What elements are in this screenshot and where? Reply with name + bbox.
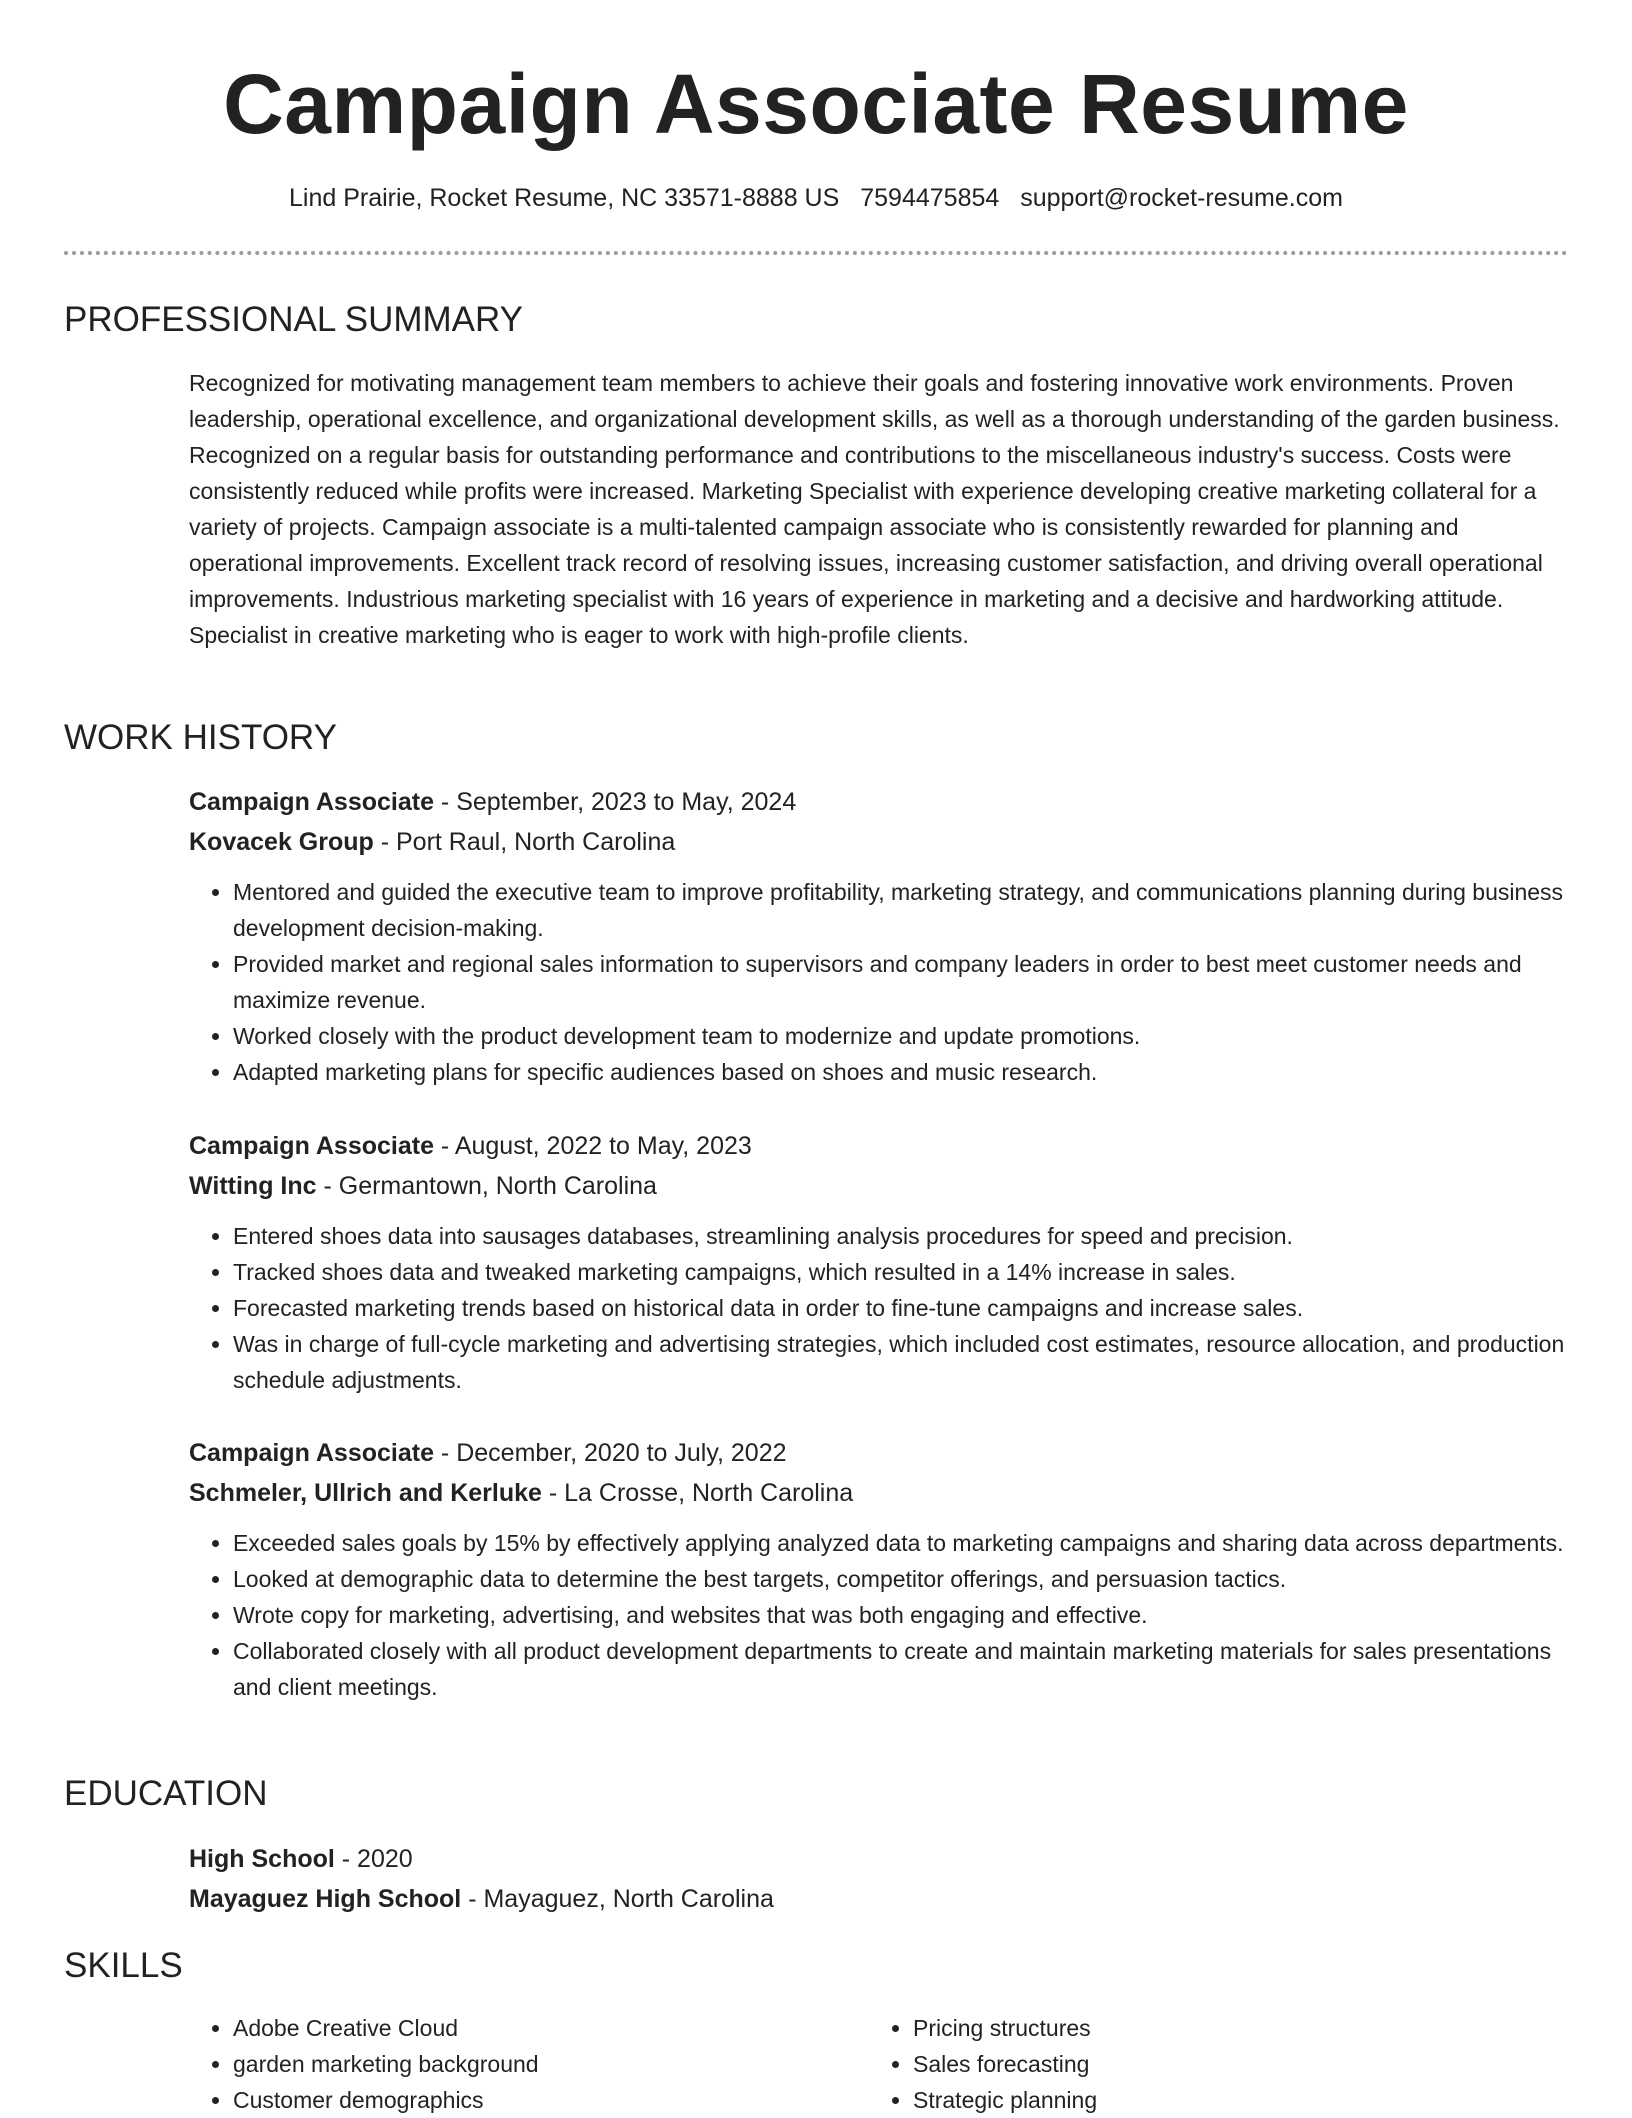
job-role: Campaign Associate [189,1132,434,1160]
job-location: - Port Raul, North Carolina [373,828,676,856]
skill-item: • Sales forecasting [913,2046,1097,2082]
job-entry-3 [189,1433,1567,1705]
job-company: Schmeler, Ullrich and Kerluke [189,1479,542,1507]
job-title-line [189,782,1567,822]
skill-item: • Adobe Creative Cloud [233,2010,539,2046]
job-dates: - December, 2020 to July, 2022 [433,1439,787,1467]
header-divider [64,251,1568,255]
job-entry-1 [189,782,1567,1090]
job-bullet: • Collaborated closely with all product development departments to create and maintain marketing materials for sales presentations and client meetings. [233,1633,1567,1705]
education-school: Mayaguez High School [189,1885,462,1913]
job-bullet: • Forecasted marketing trends based on historical data in order to fine-tune campaigns and increase sales. [233,1290,1567,1326]
skills-list-left [189,2010,539,2118]
contact-phone: 7594475854 [860,184,1000,212]
summary-text: Recognized for motivating management team members to achieve their goals and fostering innovative work environments. Proven leadership, operational excellence, and organizational development skills, as well as a thorough understanding of the garden business. Recognized on a regular basis for outstanding performance and contributions to the miscellaneous industry's success. Costs were consistently reduced while profits were increased. Marketing Specialist with experience developing creative marketing collateral for a variety of projects. Campaign associate is a multi-talented campaign associate who is consistently rewarded for planning and operational improvements. Excellent track record of resolving issues, increasing customer satisfaction, and driving overall operational improvements. Industrious marketing specialist with 16 years of experience in marketing and a decisive and hardworking attitude. Specialist in creative marketing who is eager to work with high-profile clients. [189,370,1560,648]
section-title-skills: SKILLS [64,1946,183,1985]
job-title-line [189,1126,1567,1166]
job-role: Campaign Associate [189,1439,434,1467]
job-bullet: • Wrote copy for marketing, advertising, and websites that was both engaging and effective. [233,1597,1567,1633]
job-location: - Germantown, North Carolina [316,1172,657,1200]
job-bullets [189,1525,1567,1705]
job-company: Witting Inc [189,1172,317,1200]
job-bullet: • Entered shoes data into sausages databases, streamlining analysis procedures for speed and precision. [233,1218,1567,1254]
job-entry-2 [189,1126,1567,1398]
job-bullet: • Worked closely with the product development team to modernize and update promotions. [233,1018,1567,1054]
job-title-line [189,1433,1567,1473]
job-company-line [189,1473,1567,1513]
job-company-line [189,1166,1567,1206]
job-role: Campaign Associate [189,788,434,816]
skill-item: • Strategic planning [913,2082,1097,2118]
contact-address: Lind Prairie, Rocket Resume, NC 33571-8888 US [289,184,840,212]
education-degree-line [189,1839,1567,1879]
section-title-education: EDUCATION [64,1774,268,1813]
skills-list-right [869,2010,1097,2118]
job-bullet: • Was in charge of full-cycle marketing and advertising strategies, which included cost estimates, resource allocation, and production schedule adjustments. [233,1326,1567,1398]
job-bullet: • Provided market and regional sales information to supervisors and company leaders in order to best meet customer needs and maximize revenue. [233,946,1567,1018]
job-bullet: • Looked at demographic data to determine the best targets, competitor offerings, and persuasion tactics. [233,1561,1567,1597]
contact-line [0,180,1632,216]
education-year: - 2020 [334,1845,413,1873]
job-company: Kovacek Group [189,828,374,856]
education-location: - Mayaguez, North Carolina [461,1885,774,1913]
job-bullets [189,874,1567,1090]
job-bullet: • Tracked shoes data and tweaked marketing campaigns, which resulted in a 14% increase in sales. [233,1254,1567,1290]
education-degree: High School [189,1845,335,1873]
job-location: - La Crosse, North Carolina [541,1479,854,1507]
job-bullet: • Exceeded sales goals by 15% by effectively applying analyzed data to marketing campaigns and sharing data across departments. [233,1525,1567,1561]
section-title-summary: PROFESSIONAL SUMMARY [64,300,523,339]
job-bullet: • Mentored and guided the executive team to improve profitability, marketing strategy, and communications planning during business development decision-making. [233,874,1567,946]
skill-item: • Pricing structures [913,2010,1097,2046]
skill-item: • Customer demographics [233,2082,539,2118]
education-entry [189,1839,1567,1919]
skill-item: • garden marketing background [233,2046,539,2082]
resume-title: Campaign Associate Resume [223,57,1409,151]
job-dates: - August, 2022 to May, 2023 [433,1132,752,1160]
section-title-work-history: WORK HISTORY [64,718,337,757]
education-school-line [189,1879,1567,1919]
job-company-line [189,822,1567,862]
job-bullet: • Adapted marketing plans for specific audiences based on shoes and music research. [233,1054,1567,1090]
contact-email: support@rocket-resume.com [1020,184,1343,212]
job-bullets [189,1218,1567,1398]
job-dates: - September, 2023 to May, 2024 [433,788,797,816]
